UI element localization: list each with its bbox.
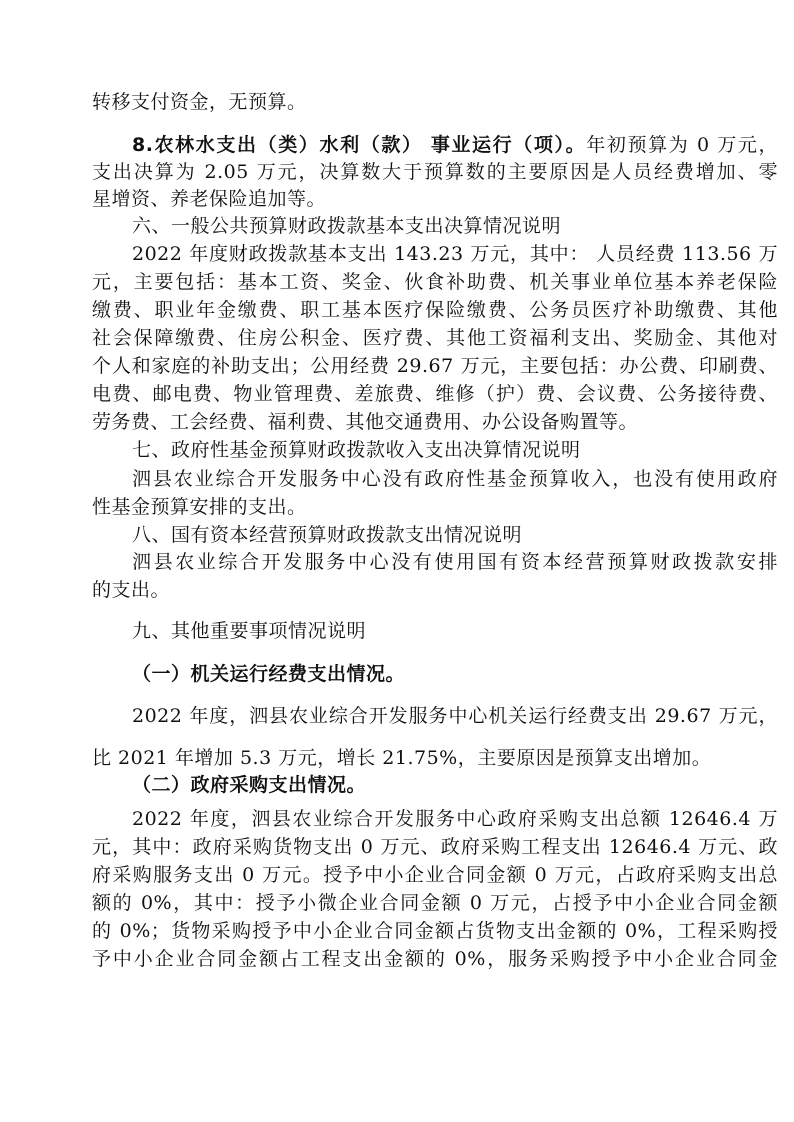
paragraph-line (132, 131, 778, 159)
paragraph-line: 比 2021 年增加 5.3 万元，增长 21.75%，主要原因是预算支出增加。 (92, 747, 712, 769)
paragraph-line: 社会保障缴费、住房公积金、医疗费、其他工资福利支出、奖励金、其他对 (92, 327, 778, 349)
paragraph-line: 支出决算为 2.05 万元，决算数大于预算数的主要原因是人员经费增加、零 (92, 161, 778, 183)
paragraph-line: 劳务费、工会经费、福利费、其他交通费用、办公设备购置等。 (92, 411, 639, 433)
paragraph-line: 转移支付资金，无预算。 (92, 91, 307, 113)
section-heading: 八、国有资本经营预算财政拨款支出情况说明 (132, 524, 523, 546)
paragraph-line: 缴费、职业年金缴费、职工基本医疗保险缴费、公务员医疗补助缴费、其他 (92, 299, 778, 321)
paragraph-line: 予中小企业合同金额占工程支出金额的 0%，服务采购授予中小企业合同金 (92, 948, 778, 970)
item-heading: 8.农林水支出（类）水利（款） 事业运行（项）。 (132, 134, 587, 156)
item-text: 年初预算为 0 万元， (586, 134, 778, 156)
paragraph-line: 2022 年度，泗县农业综合开发服务中心机关运行经费支出 29.67 万元， (132, 705, 778, 727)
subsection-heading: （一）机关运行经费支出情况。 (132, 663, 406, 685)
section-heading: 九、其他重要事项情况说明 (132, 620, 367, 642)
section-heading: 七、政府性基金预算财政拨款收入支出决算情况说明 (132, 439, 581, 461)
paragraph-line: 的 0%；货物采购授予中小企业合同金额占货物支出金额的 0%，工程采购授 (92, 920, 778, 942)
paragraph-line: 2022 年度财政拨款基本支出 143.23 万元，其中： 人员经费 113.56 万 (132, 243, 778, 265)
paragraph-line: 泗县农业综合开发服务中心没有政府性基金预算收入，也没有使用政府 (132, 468, 778, 490)
paragraph-line: 个人和家庭的补助支出；公用经费 29.67 万元，主要包括：办公费、印刷费、 (92, 355, 778, 377)
paragraph-line: 星增资、养老保险追加等。 (92, 188, 327, 210)
paragraph-line: 的支出。 (92, 579, 171, 601)
paragraph-line: 府采购服务支出 0 万元。授予中小企业合同金额 0 万元，占政府采购支出总 (92, 864, 778, 886)
section-heading: 六、一般公共预算财政拨款基本支出决算情况说明 (132, 215, 562, 237)
paragraph-line: 电费、邮电费、物业管理费、差旅费、维修（护）费、会议费、公务接待费、 (92, 383, 778, 405)
paragraph-line: 泗县农业综合开发服务中心没有使用国有资本经营预算财政拨款安排 (132, 551, 778, 573)
paragraph-line: 性基金预算安排的支出。 (92, 496, 307, 518)
subsection-heading: （二）政府采购支出情况。 (132, 774, 367, 796)
paragraph-line: 额的 0%，其中：授予小微企业合同金额 0 万元，占授予中小企业合同金额 (92, 892, 778, 914)
paragraph-line: 元，其中：政府采购货物支出 0 万元、政府采购工程支出 12646.4 万元、政 (92, 836, 778, 858)
paragraph-line: 2022 年度，泗县农业综合开发服务中心政府采购支出总额 12646.4 万 (132, 808, 778, 830)
paragraph-line: 元，主要包括：基本工资、奖金、伙食补助费、机关事业单位基本养老保险 (92, 271, 778, 293)
